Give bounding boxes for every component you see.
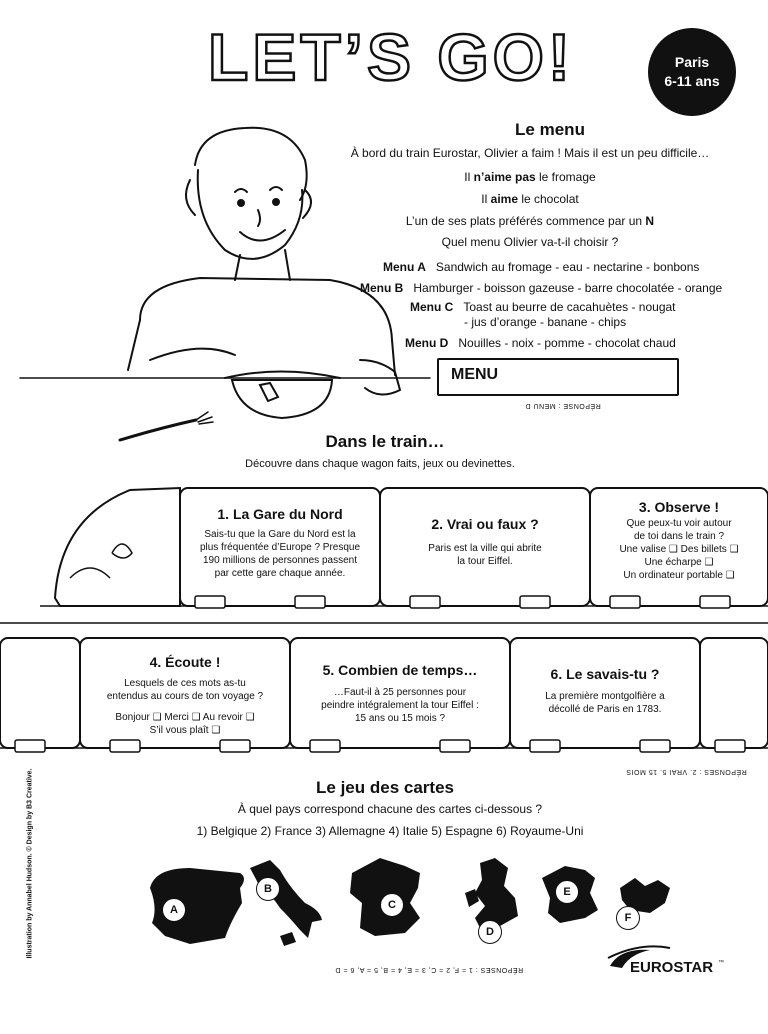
wagon-2-text: Paris est la ville qui abrite la tour Eiffel.: [428, 543, 542, 567]
train-heading: Dans le train…: [325, 432, 445, 451]
menu-a: Menu A Sandwich au fromage - eau - nectarine - bonbons: [383, 260, 700, 274]
wagon-1-title: 1. La Gare du Nord: [217, 506, 343, 522]
menu-b: Menu B Hamburger - boisson gazeuse - barre chocolatée - orange: [360, 281, 723, 295]
menu-d: Menu D Nouilles - noix - pomme - chocolat chaud: [405, 336, 676, 350]
wagon-5-title: 5. Combien de temps…: [322, 662, 478, 678]
wagon-5-text: …Faut-il à 25 personnes pour peindre intégralement la tour Eiffel : 15 ans ou 15 mois ?: [321, 687, 479, 724]
menu-heading: Le menu: [515, 120, 585, 139]
svg-text:LET’S GO!: LET’S GO!: [208, 22, 574, 92]
map-label-b: B: [256, 877, 280, 901]
train-answers-upside: RÉPONSES : 2. VRAI 5. 15 MOIS: [626, 768, 747, 775]
svg-text:™: ™: [718, 960, 724, 966]
badge-age: 6-11 ans: [664, 73, 720, 89]
menu-c-line2: - jus d’orange - banane - chips: [464, 315, 627, 329]
clue-chocolate: Il aime le chocolat: [481, 192, 579, 206]
wagon-4-text: Lesquels de ces mots as-tu entendus au cours de ton voyage ? Bonjour ❑ Merci ❑ Au revoir ❑ S’il vous plaît ❑: [106, 678, 264, 736]
eurostar-logo: [600, 938, 730, 978]
cards-answers-upside: RÉPONSES : 1 = F, 2 = C, 3 = E, 4 = B, 5 = A, 6 = D: [335, 966, 524, 973]
badge-city: Paris: [674, 54, 710, 70]
wagon-3-text: Que peux-tu voir autour de toi dans le train ? Une valise ❑ Des billets ❑ Une écharpe ❑ Un ordinateur portable ❑: [619, 518, 739, 581]
menu-answer-upside: RÉPONSE : MENU D: [525, 402, 601, 409]
wagon-6-title: 6. Le savais-tu ?: [550, 666, 660, 682]
map-label-f: F: [616, 906, 640, 930]
wagon-1-text: Sais-tu que la Gare du Nord est la plus fréquentée d’Europe ? Presque 190 millions de personnes passent par cette gare chaque année.: [199, 529, 361, 579]
wagon-4-title: 4. Écoute !: [149, 654, 221, 670]
clue-cheese: Il n’aime pas le fromage: [464, 170, 596, 184]
cards-intro: À quel pays correspond chacune des cartes ci-dessous ?: [237, 802, 543, 816]
boy-illustration: [0, 110, 440, 450]
menu-c: Menu C Toast au beurre de cacahuètes - nougat: [410, 300, 676, 314]
menu-answer-field[interactable]: [437, 358, 679, 396]
cards-options: 1) Belgique 2) France 3) Allemagne 4) Italie 5) Espagne 6) Royaume-Uni: [196, 824, 584, 838]
menu-intro: À bord du train Eurostar, Olivier a faim ! Mais il est un peu difficile…: [350, 146, 710, 160]
svg-text:EUROSTAR: EUROSTAR: [630, 959, 714, 976]
map-label-a: A: [162, 898, 186, 922]
wagon-2-title: 2. Vrai ou faux ?: [431, 516, 539, 532]
map-label-d: D: [478, 920, 502, 944]
menu-answer-label: MENU: [451, 366, 499, 383]
map-label-e: E: [555, 880, 579, 904]
train-intro: Découvre dans chaque wagon faits, jeux ou devinettes.: [245, 458, 515, 470]
title-lets-go: [196, 22, 586, 92]
cards-heading: Le jeu des cartes: [316, 778, 454, 797]
wagon-3-title: 3. Observe !: [638, 499, 720, 515]
clue-letter: L’un de ses plats préférés commence par un N: [405, 214, 655, 228]
illustration-credit: Illustration by Annabel Hudson. © Design by B3 Creative.: [26, 768, 34, 959]
map-label-c: C: [380, 893, 404, 917]
age-badge: [648, 28, 736, 116]
menu-question: Quel menu Olivier va-t-il choisir ?: [441, 235, 619, 249]
wagon-6-text: La première montgolfière a décollé de Paris en 1783.: [545, 691, 665, 715]
